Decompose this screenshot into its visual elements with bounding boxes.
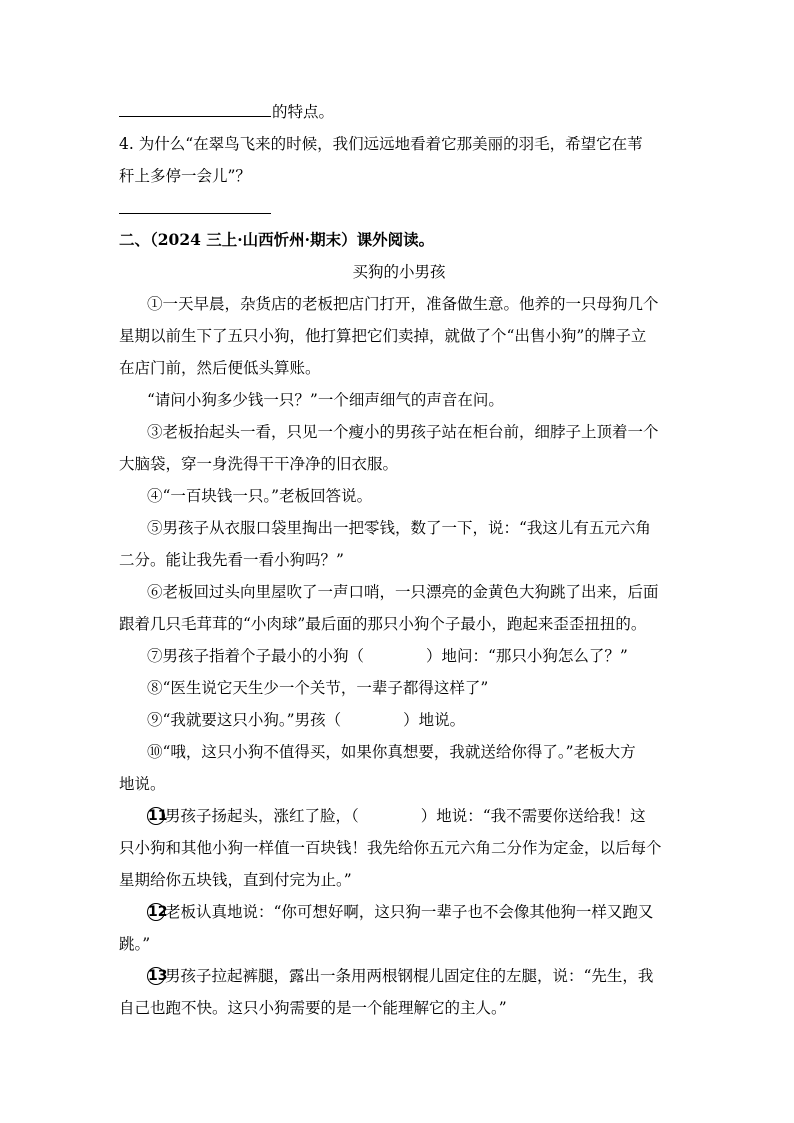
- paragraph-2-line-1: “请问小狗多少钱一只？”一个细声细气的声音在问。: [147, 391, 504, 409]
- paragraph-12-line-2: 跳。”: [119, 935, 151, 953]
- circled-number-11: 11: [148, 808, 168, 824]
- paragraph-9-line-1: ⑨“我就要这只小狗。”男孩（ ）地说。: [147, 711, 466, 729]
- paragraph-6-line-1: ⑥老板回过头向里屋吹了一声口哨，一只漂亮的金黄色大狗跳了出来，后面: [147, 583, 659, 601]
- question-4-line-2: 秆上多停一会儿”？: [119, 167, 251, 185]
- answer-blank[interactable]: [119, 101, 271, 117]
- question-3-text: 的特点。: [272, 103, 335, 121]
- section-heading: 二、（2024 三上·山西忻州·期末）课外阅读。: [119, 230, 435, 249]
- paragraph-5-line-2: 二分。能让我先看一看小狗吗？”: [119, 551, 344, 569]
- paragraph-5-line-1: ⑤男孩子从衣服口袋里掏出一把零钱，数了一下，说：“我这儿有五元六角: [147, 519, 651, 537]
- paragraph-12-line-1: [147, 901, 707, 923]
- paragraph-11-line-2: 只小狗和其他小狗一样值一百块钱！我先给你五元六角二分作为定金，以后每个: [119, 839, 662, 857]
- question-3-tail: [119, 101, 679, 123]
- circled-number-13: 13: [148, 968, 168, 984]
- paragraph-11-line-3: 星期给你五块钱，直到付完为止。”: [119, 871, 352, 889]
- paragraph-3-line-2: 大脑袋，穿一身洗得干干净净的旧衣服。: [119, 455, 399, 473]
- paragraph-13-text: 男孩子拉起裤腿，露出一条用两根钢棍儿固定住的左腿，说：“先生，我: [165, 967, 654, 985]
- paragraph-4-line-1: ④“一百块钱一只。”老板回答说。: [147, 487, 373, 505]
- question-4-line-1: 4. 为什么“在翠鸟飞来的时候，我们远远地看着它那美丽的羽毛，希望它在苇: [119, 135, 643, 153]
- paragraph-11-line-1: [147, 805, 707, 827]
- paragraph-13-line-2: 自己也跑不快。这只小狗需要的是一个能理解它的主人。”: [119, 999, 507, 1017]
- paragraph-1-line-2: 星期以前生下了五只小狗，他打算把它们卖掉，就做了个“出售小狗”的牌子立: [119, 327, 647, 345]
- paragraph-13-line-1: [147, 965, 707, 987]
- paragraph-11-text: 男孩子扬起头，涨红了脸，（ ）地说：“我不需要你送给我！这: [165, 807, 646, 825]
- paragraph-6-line-2: 跟着几只毛茸茸的“小肉球”最后面的那只小狗个子最小，跑起来歪歪扭扭的。: [119, 615, 647, 633]
- paragraph-3-line-1: ③老板抬起头一看，只见一个瘦小的男孩子站在柜台前，细脖子上顶着一个: [147, 423, 659, 441]
- answer-line[interactable]: [119, 212, 271, 214]
- paragraph-7-line-1: ⑦男孩子指着个子最小的小狗（ ）地问：“那只小狗怎么了？”: [147, 647, 628, 665]
- paragraph-1-line-1: ①一天早晨，杂货店的老板把店门打开，准备做生意。他养的一只母狗几个: [147, 295, 659, 313]
- paragraph-10-line-1: ⑩“哦，这只小狗不值得买，如果你真想要，我就送给你得了。”老板大方: [147, 743, 636, 761]
- circled-number-12: 12: [148, 904, 168, 920]
- paragraph-12-text: 老板认真地说：“你可想好啊，这只狗一辈子也不会像其他狗一样又跑又: [165, 903, 654, 921]
- paragraph-1-line-3: 在店门前，然后便低头算账。: [119, 359, 321, 377]
- paragraph-10-line-2: 地说。: [119, 775, 166, 793]
- story-title: 买狗的小男孩: [352, 263, 446, 281]
- paragraph-8-line-1: ⑧“医生说它天生少一个关节，一辈子都得这样了”: [147, 679, 489, 697]
